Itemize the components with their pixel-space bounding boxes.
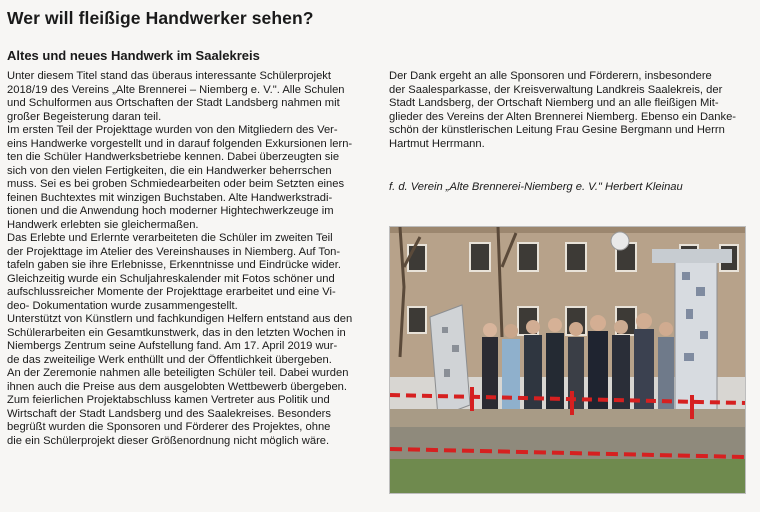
subheadline: Altes und neues Handwerk im Saalekreis (7, 48, 260, 63)
right-column-line: Der Dank ergeht an alle Sponsoren und Förderern, insbesondere (389, 70, 712, 82)
left-column-line: tafeln gaben sie ihre Erlebnisse, Erkenntnisse und Eindrücke wider. (7, 259, 341, 271)
left-column-line: Unter diesem Titel stand das überaus interessante Schülerprojekt (7, 70, 331, 82)
article-column-right (389, 70, 741, 151)
left-column-line: und Schulformen aus Ortschaften der Stadt Landsberg nahmen mit (7, 97, 340, 109)
left-column-line: sich von den vielen Fertigkeiten, die ein Handwerker beherrschen (7, 164, 332, 177)
left-column-line: Wirtschaft der Stadt Landsberg und des Saalekreises. Besonders (7, 407, 331, 420)
left-column-line: Das Erlebte und Erlernte verarbeiteten die Schüler im zweiten Teil (7, 232, 333, 244)
headline: Wer will fleißige Handwerker sehen? (7, 8, 314, 28)
article-column-left (7, 70, 377, 448)
left-column-line: Zum feierlichen Projektabschluss kamen Vertreter aus Politik und (7, 394, 330, 406)
left-column-line: Schülerarbeiten ein Gesamtkunstwerk, das in den letzten Wochen in (7, 326, 346, 339)
right-column-line: glieder des Vereins der Alten Brennerei Niemberg. Ebenso ein Danke- (389, 110, 737, 123)
left-column-line: Handwerk erlebten sie gleichermaßen. (7, 218, 199, 231)
left-column-line: feinen Buchtextes mit winzigen Buchstaben. Alte Handwerkstradi- (7, 191, 333, 204)
left-column-line: Niembergs Zentrum seine Aufstellung fand. Am 17. April 2019 wur- (7, 340, 338, 352)
left-column-line: Unterstützt von Künstlern und fachkundigen Helfern entstand aus den (7, 313, 353, 325)
left-column-line: begrüßt wurden die Sponsoren und Förderer des Projektes, ohne (7, 421, 331, 433)
article-photo (389, 226, 746, 494)
left-column-line: An der Zeremonie nahmen alle beteiligten Schüler teil. Dabei wurden (7, 367, 349, 379)
left-column-line: eins Handwerke vorgestellt und in darauf folgenden Exkursionen lern- (7, 137, 353, 150)
left-column-line: aufschlussreicher Momente der Projekttage erarbeitet und eine Vi- (7, 286, 336, 298)
right-column-line: Stadt Landsberg, der Ortschaft Niemberg und an alle fleißigen Mit- (389, 97, 719, 109)
left-column-line: muss. Sei es bei groben Schmiedearbeiten oder beim Setzten eines (7, 178, 345, 190)
left-column-line: de das zweiteilige Werk enthüllt und der Öffentlichkeit übergeben. (7, 353, 332, 366)
left-column-line: ten die Schüler Handwerksbetriebe kennen. Dabei überzeugten sie (7, 151, 340, 163)
right-column-line: Hartmut Herrmann. (389, 137, 485, 150)
left-column-line: großer Begeisterung daran teil. (7, 110, 162, 123)
left-column-line: ihnen auch die Preise aus dem ausgelobten Wettbewerb übergeben. (7, 380, 348, 393)
right-column-line: der Saalesparkasse, der Kreisverwaltung Landkreis Saalekreis, der (389, 83, 723, 96)
article-signature: f. d. Verein „Alte Brennerei-Niemberg e. V." Herbert Kleinau (389, 181, 683, 193)
left-column-line: 2018/19 des Vereins „Alte Brennerei – Niemberg e. V.". Alle Schulen (7, 83, 345, 96)
right-column-line: schön der künstlerischen Leitung Frau Gesine Bergmann und Herrn (389, 124, 725, 136)
left-column-line: tionen und die Anwendung hoch moderner Hightechwerkzeuge im (7, 205, 334, 217)
left-column-line: deo- Dokumentation wurde zusammengestellt. (7, 299, 238, 312)
left-column-line: die ein Schülerprojekt dieser Größenordnung nicht möglich wäre. (7, 434, 330, 447)
ceremony-photo-illustration (390, 227, 745, 493)
left-column-line: der Projekttage im Atelier des Vereinshauses in Niemberg. Auf Ton- (7, 245, 341, 258)
left-column-line: Gleichzeitig wurde ein Schuljahreskalender mit Fotos schöner und (7, 272, 335, 285)
left-column-line: Im ersten Teil der Projekttage wurden von den Mitgliedern des Ver- (7, 124, 338, 136)
